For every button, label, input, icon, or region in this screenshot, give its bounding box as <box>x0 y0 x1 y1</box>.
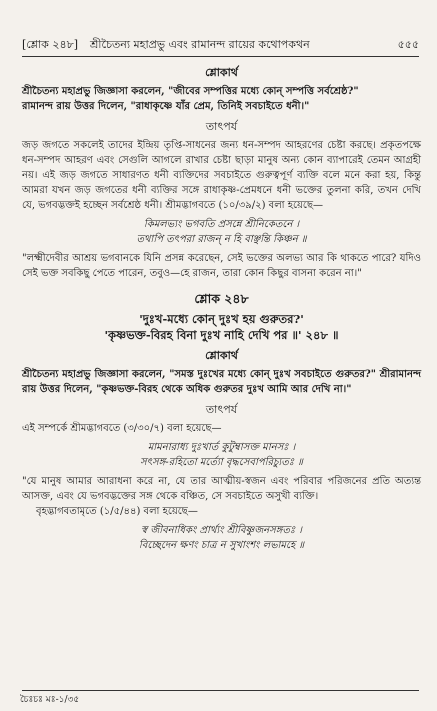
heading-translation-1: শ্লোকার্থ <box>205 66 238 79</box>
translation-line-1: শ্রীচৈতন্য মহাপ্রভু জিজ্ঞাসা করলেন, "জীবের সম্পত্তির মধ্যে কোন্ সম্পত্তি সর্বশ্রেষ্ঠ?" <box>22 86 359 97</box>
verse-line-1: 'দুঃখ-মধ্যে কোন্ দুঃখ হয় গুরুতর?' <box>139 312 304 326</box>
page-number: ৫৫৫ <box>397 38 419 51</box>
verse-number: শ্লোক ২৪৮ <box>194 291 249 306</box>
quote-explanation-1: "লক্ষ্মীদেবীর আশ্রয় ভগবানকে যিনি প্রসন্ন করেছেন, সেই ভক্তের অলভ্য আর কি থাকতে পারে? যদিও সেই ভক্ত সবকিছু পেতে পারেন, তবুও—হে রাজন, তারা কোন কিছুর বাসনা করেন না।" <box>22 253 421 279</box>
heading-purport-2: তাৎপর্য <box>205 403 238 416</box>
page-content <box>22 60 421 557</box>
sanskrit-quote-2-line-1: মামনারাধ্য দুঃখার্ত কুটুম্বাসক্ত মানসঃ । <box>147 442 296 453</box>
verse-line-2: 'কৃষ্ণভক্ত-বিরহ বিনা দুঃখ নাহি দেখি পর ॥' ২৪৮ ॥ <box>104 328 339 342</box>
sanskrit-quote-2 <box>22 440 421 470</box>
quote-explanation-2: "যে মানুষ আমার আরাধনা করে না, যে তার আত্মীয়-স্বজন এবং পরিবার পরিজনের প্রতি অত্যন্ত আসক্ত, এবং যে ভগবদ্ভক্তের সঙ্গ থেকে বঞ্চিত, সে সবচাইতে অসুখী ব্যক্তি। <box>22 476 421 502</box>
header-rule <box>22 56 419 57</box>
heading-translation-2: শ্লোকার্থ <box>205 349 238 362</box>
footer-rule <box>22 690 419 691</box>
sanskrit-quote-1 <box>22 217 421 247</box>
running-header <box>22 38 419 52</box>
header-verse-ref: [শ্লোক ২৪৮] <box>22 38 79 51</box>
heading-purport-1: তাৎপর্য <box>205 120 238 133</box>
footer-signature: চৈঃচঃ মঃ-১/৩৫ <box>20 695 80 705</box>
purport-intro-3: বৃহদ্ভাগবতামৃতে (১/৫/৪৪) বলা হয়েছে— <box>36 506 198 517</box>
translation-line-2: রামানন্দ রায় উত্তর দিলেন, "রাধাকৃষ্ণে যাঁর প্রেম, তিনিই সবচাইতে ধনী।" <box>22 101 310 112</box>
sanskrit-quote-3 <box>22 523 421 553</box>
sanskrit-quote-1-line-2: তথাপি তৎপরা রাজন্ ন হি বাঞ্ছন্তি কিঞ্চন ॥ <box>136 234 307 245</box>
translation-paragraph-2: শ্রীচৈতন্য মহাপ্রভু জিজ্ঞাসা করলেন, "সমস্ত দুঃখের মধ্যে কোন্ দুঃখ সবচাইতে গুরুতর?" শ্রীরামানন্দ রায় উত্তর দিলেন, "কৃষ্ণভক্ত-বিরহ থেকে অধিক গুরুতর দুঃখ আমি আর দেখি না।" <box>22 369 421 395</box>
header-title: শ্রীচৈতন্য মহাপ্রভু এবং রামানন্দ রায়ের কথোপকথন <box>90 38 310 51</box>
sanskrit-quote-3-line-2: বিচ্ছেদেন ক্ষণং চাত্র ন সুখাংশং লভামহে ॥ <box>138 540 305 551</box>
sanskrit-quote-2-line-2: সৎসঙ্গ-রহিতো মর্ত্যো বৃদ্ধসেবাপরিচ্যুতঃ ॥ <box>140 457 303 468</box>
purport-intro-2: এই সম্পর্কে শ্রীমদ্ভাগবতে (৩/৩০/৭) বলা হয়েছে— <box>22 423 222 434</box>
sanskrit-quote-3-line-1: স্ব জীবনাধিকং প্রার্থ্যং শ্রীবিষ্ণুজনসঙ্গতঃ । <box>141 525 302 536</box>
purport-paragraph-1: জড় জগতে সকলেই তাদের ইন্দ্রিয় তৃপ্তি-সাধনের জন্য ধন-সম্পদ আহরণের চেষ্টা করছে। প্রকৃতপক্ষে ধন-সম্পদ আহরণ এবং সেগুলি আগলে রাখার চেষ্টা ছাড়া মানুষ অন্য কোন ব্যাপারেই তেমন আগ্রহী নয়। এই জড় জগতে সাধারণত ধনী ব্যক্তিদের সবচাইতে গুরুত্বপূর্ণ ব্যক্তি বলে মনে করা হয়, কিন্তু আমরা যখন জড় জগতের ধনী ব্যক্তির সঙ্গে রাধাকৃষ্ণ-প্রেমধনে ধনী ভক্তের তুলনা করি, তখন দেখি যে, ভগবদ্ভক্তই হচ্ছেন সর্বশ্রেষ্ঠ ধনী। শ্রীমদ্ভাগবতে (১০/৩৯/২) বলা হয়েছে— <box>22 140 421 211</box>
sanskrit-quote-1-line-1: কিমলভ্যং ভগবতি প্রসন্নে শ্রীনিকেতনে । <box>143 219 300 230</box>
